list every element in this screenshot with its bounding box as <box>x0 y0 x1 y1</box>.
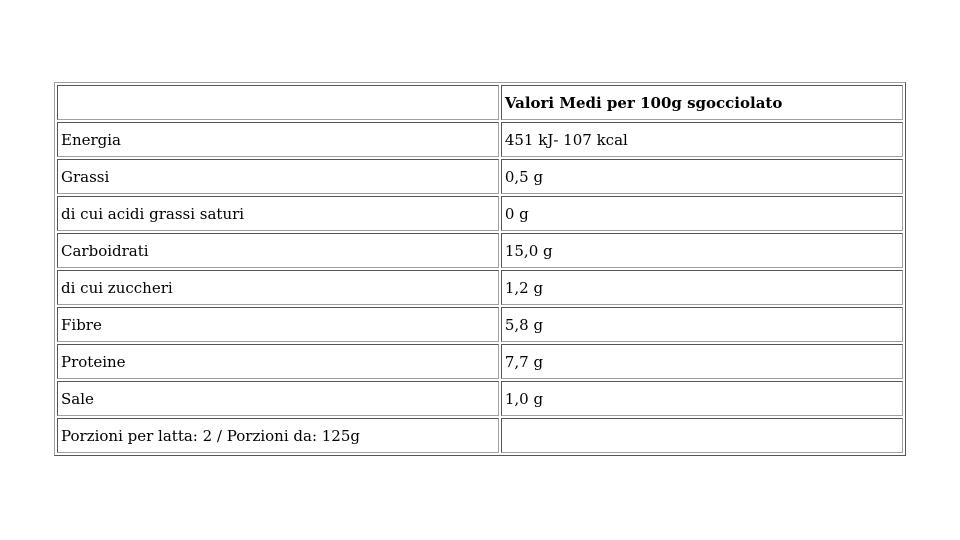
table-row <box>57 159 903 194</box>
table-row <box>57 196 903 231</box>
table-row <box>57 344 903 379</box>
table-header-row <box>57 85 903 120</box>
row-label: Grassi <box>57 159 499 194</box>
header-label-cell <box>57 85 499 120</box>
row-label: Proteine <box>57 344 499 379</box>
row-label: Energia <box>57 122 499 157</box>
table-row <box>57 270 903 305</box>
table-row <box>57 233 903 268</box>
row-value: 1,2 g <box>501 270 903 305</box>
row-value: 451 kJ- 107 kcal <box>501 122 903 157</box>
row-value: 7,7 g <box>501 344 903 379</box>
row-label: Carboidrati <box>57 233 499 268</box>
table-row <box>57 307 903 342</box>
row-value: 0,5 g <box>501 159 903 194</box>
row-value: 0 g <box>501 196 903 231</box>
table-row <box>57 122 903 157</box>
row-value <box>501 418 903 453</box>
row-label: Sale <box>57 381 499 416</box>
row-value: 1,0 g <box>501 381 903 416</box>
header-value-cell: Valori Medi per 100g sgocciolato <box>501 85 903 120</box>
table-row <box>57 418 903 453</box>
row-label: di cui acidi grassi saturi <box>57 196 499 231</box>
table-row <box>57 381 903 416</box>
row-value: 5,8 g <box>501 307 903 342</box>
row-value: 15,0 g <box>501 233 903 268</box>
row-label: di cui zuccheri <box>57 270 499 305</box>
nutrition-table <box>54 82 906 456</box>
row-label: Porzioni per latta: 2 / Porzioni da: 125g <box>57 418 499 453</box>
row-label: Fibre <box>57 307 499 342</box>
